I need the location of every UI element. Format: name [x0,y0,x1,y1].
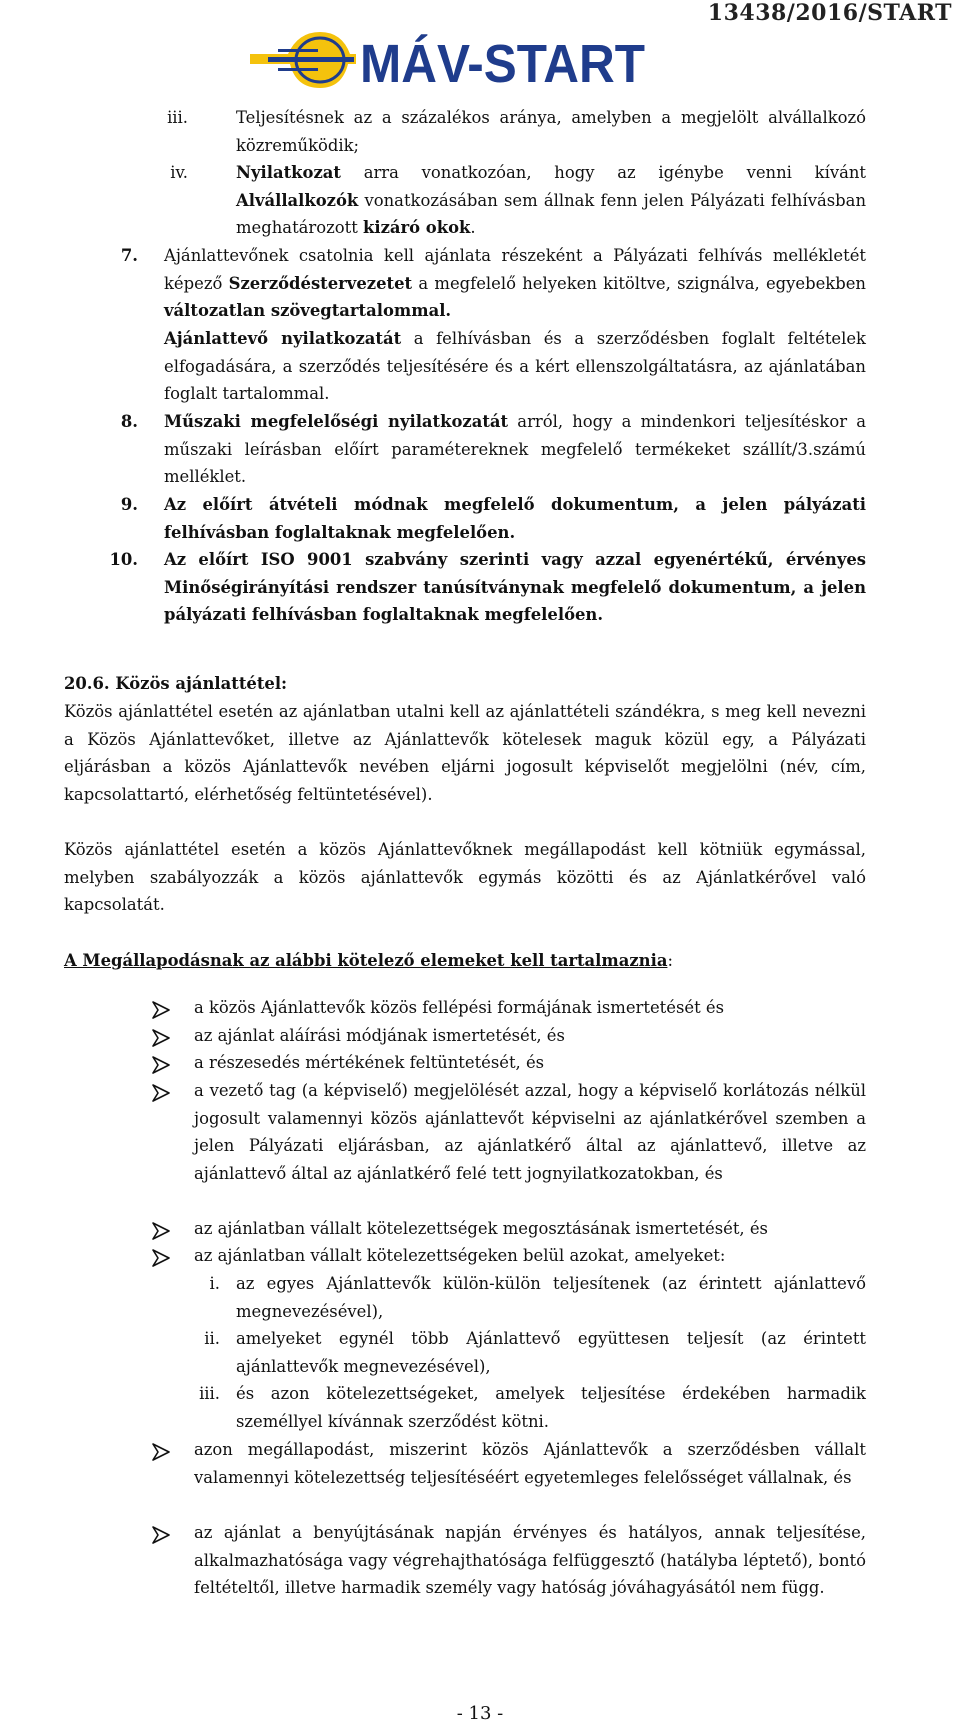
list-intro [64,947,866,975]
list-item: azon megállapodást, miszerint közös Ajánlattevők a szerződésben vállalt valamennyi kötelezettség teljesítéséért egyetemleges felelősséget vállalnak, és [194,1440,866,1487]
item-text-iv [236,159,866,242]
text-run: vonatkozásában sem állnak fenn jelen Pályázati felhívásban meghatározott [236,190,866,238]
subitem-text: az egyes Ajánlattevők külön-külön teljesítenek (az érintett ajánlattevő megnevezésével), [236,1274,866,1321]
item-9-text: Az előírt átvételi módnak megfelelő dokumentum, a jelen pályázati felhívásban foglaltaknak megfelelően. [164,495,866,542]
list-item: az ajánlatban vállalt kötelezettségek megosztásának ismertetését, és [194,1219,768,1238]
list-item: az ajánlat a benyújtásának napján érvényes és hatályos, annak teljesítése, alkalmazhatósága vagy végrehajthatósága felfüggesztő (hatályba léptető), bontó feltételtől, illetve harmadik személy vagy hatóság jóváhagyásától nem függ. [194,1523,866,1598]
text-run: arra vonatkozóan, hogy az igénybe venni kívánt [340,163,866,182]
item-10-text: Az előírt ISO 9001 szabvány szerinti vagy azzal egyenértékű, érvényes Minőségirányítási rendszer tanúsítványnak megfelelő dokumentum, a jelen pályázati felhívásban foglaltaknak megfelelően. [164,550,866,625]
item-number: 10. [109,550,138,569]
bold-run: Alvállalkozók [236,190,359,210]
page-footer: - 13 - [456,1703,504,1724]
bold-run: Nyilatkozat [236,163,341,182]
list-item: a részesedés mértékének feltüntetését, és [194,1053,545,1072]
arrow-bullet-icon [152,1083,174,1105]
arrow-bullet-icon [152,1221,174,1243]
arrow-bullet-icon [152,1055,174,1077]
item-number: 9. [120,495,138,514]
text-run: Teljesítésnek az a százalékos aránya, amelyben a megjelölt alvállalkozó közreműködik; [236,108,866,155]
item-number: iv. [170,163,188,182]
logo-emblem-icon [250,32,356,88]
list-item: az ajánlatban vállalt kötelezettségeken belül azokat, amelyeket: [194,1246,726,1265]
arrow-bullet-icon [152,1442,174,1464]
text-run: . [470,218,476,238]
text-run: a felhívásban és a szerződésben foglalt feltételek elfogadására, a szerződés teljesítésére és a kért ellenszolgáltatásra, az ajánlatában foglalt tartalommal. [164,329,866,404]
arrow-bullet-icon [152,1525,174,1547]
item-7-paragraph-1 [164,242,866,325]
subitem-number: iii. [199,1384,220,1403]
item-7-paragraph-2 [164,325,866,408]
item-number: iii. [167,108,188,127]
arrow-bullet-icon [152,1000,174,1022]
arrow-bullet-icon [152,1028,174,1050]
subitem-number: ii. [204,1329,220,1348]
item-number: 8. [120,412,138,431]
text-run: a megfelelő helyeken kitöltve, szignálva, egyebekben [412,273,866,293]
text-run: Ajánlattevőnek csatolnia kell ajánlata részeként a Pályázati felhívás mellékletét képező [164,246,866,293]
bold-run: Szerződéstervezetet [228,273,413,293]
subitem-number: i. [209,1274,220,1293]
section-heading: 20.6. Közös ajánlattétel: [64,674,288,693]
bold-run: kizáró okok [363,218,471,238]
list-item: a vezető tag (a képviselő) megjelölését azzal, hogy a képviselő korlátozás nélkül jogosult valamennyi közös ajánlattevőt képviselni az ajánlatkérővel szemben a jelen Pályázati eljárásban, az ajánlatkérő által az ajánlattevő, illetve az ajánlattevő által az ajánlatkérő felé tett jognyilatkozatokban, és [194,1081,866,1183]
text-run: arról, hogy a mindenkori teljesítéskor a műszaki leírásban előírt paramétereknek megfelelő termékeket szállít/3.számú melléklet. [164,412,866,487]
item-text-iii [236,104,866,159]
section-paragraph-2: Közös ajánlattétel esetén a közös Ajánlattevőknek megállapodást kell kötniük egymással, melyben szabályozzák a közös ajánlattevők egymás közötti és az Ajánlatkérővel való kapcsolatát. [64,840,866,915]
bold-run: változatlan szövegtartalommal. [164,301,452,321]
arrow-bullet-icon [152,1248,174,1270]
item-number: 7. [120,246,138,265]
list-intro-bold: A Megállapodásnak az alábbi kötelező elemeket kell tartalmaznia [64,951,668,970]
list-intro-colon: : [667,951,673,970]
subitem-text: és azon kötelezettségeket, amelyek teljesítése érdekében harmadik személlyel kívánnak szerződést kötni. [236,1384,866,1431]
bold-run: Ajánlattevő nyilatkozatát [164,329,402,348]
list-item: a közös Ajánlattevők közös fellépési formájának ismertetését és [194,998,724,1017]
logo-text: MÁV-START [360,34,646,94]
subitem-text: amelyeket egynél több Ajánlattevő együttesen teljesít (az érintett ajánlattevők megnevezésével), [236,1329,866,1376]
list-item: az ajánlat aláírási módjának ismertetését, és [194,1026,565,1045]
mav-start-logo [248,24,648,96]
document-id: 13438/2016/START [707,0,952,26]
item-8-text [164,408,866,491]
bold-run: Műszaki megfelelőségi nyilatkozatát [164,412,509,431]
section-paragraph-1: Közös ajánlattétel esetén az ajánlatban utalni kell az ajánlattételi szándékra, s meg kell nevezni a Közös Ajánlattevőket, illetve az Ajánlattevők kötelesek maguk közül egy, a Pályázati eljárásban a közös Ajánlattevők nevében eljárni jogosult képviselőt megjelölni (név, cím, kapcsolattartó, elérhetőség feltüntetésével). [64,702,866,804]
